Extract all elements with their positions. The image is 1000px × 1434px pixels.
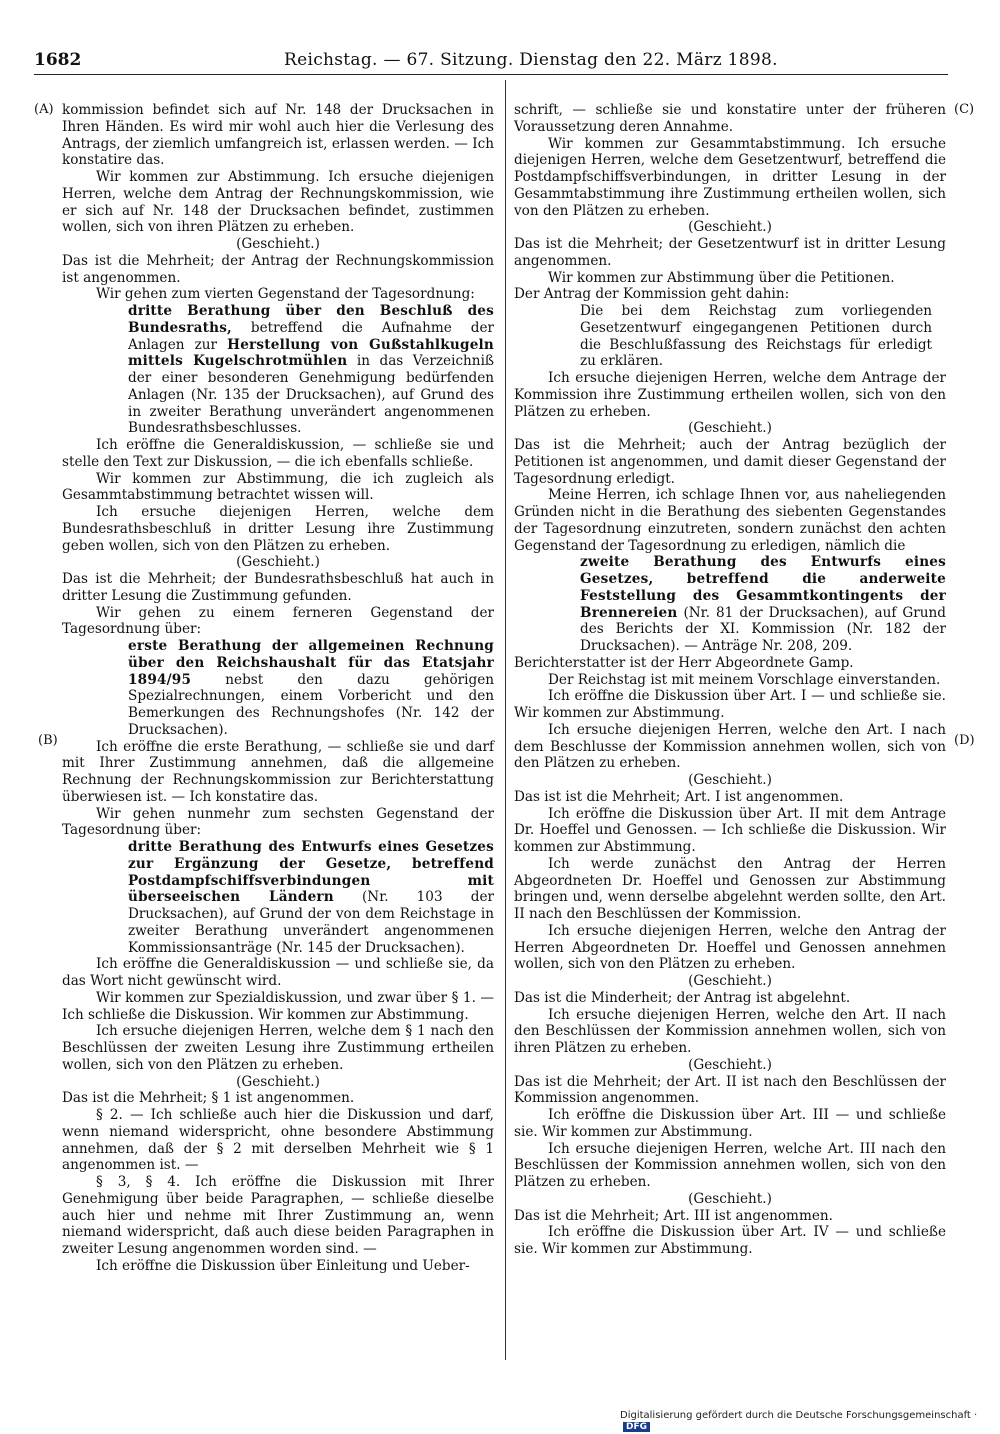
paragraph: Das ist die Mehrheit; Art. III ist angenommen. [514, 1207, 833, 1224]
margin-mark-b: (B) [38, 733, 58, 748]
digitization-credit [620, 1410, 1000, 1432]
paragraph: Das ist ist die Mehrheit; Art. I ist angenommen. [514, 788, 844, 805]
paragraph: Ich eröffne die Diskussion über Art. III — und schließe sie. Wir kommen zur Abstimmung. [514, 1107, 946, 1140]
margin-mark-a: (A) [34, 102, 54, 117]
paragraph: Ich eröffne die Diskussion über Art. II mit dem Antrage Dr. Hoeffel und Genossen. — Ich schließe die Diskussion. Wir kommen zur Abstimmung. [514, 805, 946, 855]
agenda-item-title: Herstellung von Gußstahlkugeln mittels Kugelschrotmühlen [128, 336, 494, 370]
column-divider [505, 80, 506, 1360]
stage-direction: (Geschieht.) [688, 1056, 772, 1073]
margin-mark-c: (C) [954, 102, 975, 117]
paragraph: Ich eröffne die Diskussion über Art. I — und schließe sie. Wir kommen zur Abstimmung. [514, 688, 946, 721]
agenda-item-text: nebst den dazu gehörigen Spezialrechnungen, einem Vorbericht und den Bemerkungen des Rechnungshofes (Nr. 142 der Drucksachen). [128, 671, 494, 738]
agenda-item-title: dritte Berathung über den Beschluß des Bundesraths, [128, 303, 494, 336]
running-title: Reichstag. — 67. Sitzung. Dienstag den 22. März 1898. [284, 50, 778, 70]
stage-direction: (Geschieht.) [688, 420, 772, 437]
paragraph: schrift, — schließe sie und konstatire unter der früheren Voraussetzung deren Annahme. [514, 102, 946, 135]
paragraph: Das ist die Mehrheit; § 1 ist angenommen. [62, 1090, 355, 1107]
paragraph: Ich eröffne die Generaldiskussion — und schließe sie, da das Wort nicht gewünscht wird. [62, 956, 494, 989]
agenda-item-title: zweite Berathung des Entwurfs eines Gesetzes, betreffend die anderweite Feststellung des Gesammtkontingents der Brennereien [580, 554, 946, 621]
agenda-item-text: betreffend die Aufnahme der Anlagen zur [128, 319, 494, 353]
agenda-item-text: (Nr. 103 der Drucksachen), auf Grund der von dem Reichstage in zweiter Berathung unverändert angenommenen Kommissionsanträge (Nr. 145 der Drucksachen). [128, 889, 494, 956]
stage-direction: (Geschieht.) [688, 1190, 772, 1207]
paragraph: Ich eröffne die erste Berathung, — schließe sie und darf mit Ihrer Zustimmung annehmen, daß die allgemeine Rechnung der Rechnungskommission zur Berichterstattung überwiesen ist. — Ich konstatire das. [62, 738, 494, 805]
agenda-item-title: dritte Berathung des Entwurfs eines Gesetzes zur Ergänzung der Gesetze, betreffend Postdampfschiffsverbindungen mit überseeischen Ländern [128, 839, 494, 906]
paragraph: Ich ersuche diejenigen Herren, welche den Antrag der Herren Abgeordneten Dr. Hoeffel und Genossen annehmen wollen, sich von den Plätzen zu erheben. [514, 922, 946, 973]
paragraph: Ich eröffne die Diskussion über Art. IV — und schließe sie. Wir kommen zur Abstimmung. [514, 1224, 946, 1257]
paragraph: Wir gehen zum vierten Gegenstand der Tagesordnung: [96, 286, 475, 303]
stage-direction: (Geschieht.) [688, 973, 772, 989]
paragraph: Wir kommen zur Gesammtabstimmung. Ich ersuche diejenigen Herren, welche dem Gesetzentwurf, betreffend die Postdampfschiffsverbindungen, in dritter Lesung in der Gesammtabstimmung ihre Zustimmung ertheilen wollen, sich von den Plätzen zu erheben. [514, 135, 946, 219]
right-column [514, 102, 946, 1258]
paragraph: Ich ersuche diejenigen Herren, welche den Art. I nach dem Beschlusse der Kommission annehmen wollen, sich von den Plätzen zu erheben. [514, 721, 946, 772]
paragraph: Wir kommen zur Abstimmung über die Petitionen. [548, 269, 895, 286]
paragraph: Das ist die Mehrheit; der Bundesrathsbeschluß hat auch in dritter Lesung die Zustimmung gefunden. [62, 571, 494, 604]
paragraph: Wir gehen zu einem ferneren Gegenstand der Tagesordnung über: [62, 604, 494, 638]
page-number: 1682 [34, 50, 82, 70]
page-header [34, 46, 948, 75]
stage-direction: (Geschieht.) [236, 236, 320, 252]
paragraph: Wir kommen zur Abstimmung, die ich zugleich als Gesammtabstimmung betrachtet wissen will. [62, 470, 494, 504]
paragraph: Berichterstatter ist der Herr Abgeordnete Gamp. [514, 654, 854, 671]
paragraph: Ich ersuche diejenigen Herren, welche dem Bundesrathsbeschluß in dritter Lesung ihre Zustimmung geben wollen, sich von den Plätzen zu erheben. [62, 504, 494, 554]
paragraph: Ich eröffne die Generaldiskussion, — schließe sie und stelle den Text zur Diskussion, — die ich ebenfalls schließe. [62, 437, 494, 470]
paragraph: § 3, § 4. Ich eröffne die Diskussion mit Ihrer Genehmigung über beide Paragraphen, — schließe dieselbe auch hier und nehme mit Ihrer Zustimmung an, wenn niemand widerspricht, daß auch diese beiden Paragraphen in zweiter Lesung angenommen worden sind. — [62, 1174, 494, 1257]
paragraph: kommission befindet sich auf Nr. 148 der Drucksachen in Ihren Händen. Es wird mir wohl auch hier die Verlesung des Antrags, der ziemlich umfangreich ist, erlassen werden. — Ich konstatire das. [62, 102, 494, 169]
paragraph: Das ist die Mehrheit; auch der Antrag bezüglich der Petitionen ist angenommen, und damit dieser Gegenstand der Tagesordnung erledigt. [514, 437, 946, 487]
stage-direction: (Geschieht.) [236, 554, 320, 571]
agenda-item-title: erste Berathung der allgemeinen Rechnung über den Reichshaushalt für das Etatsjahr 1894/95 [128, 638, 494, 688]
motion-text: Die bei dem Reichstag zum vorliegenden Gesetzentwurf eingegangenen Petitionen durch die Beschlußfassung des Reichstags für erledigt zu erklären. [580, 303, 932, 370]
paragraph: Das ist die Mehrheit; der Art. II ist nach den Beschlüssen der Kommission angenommen. [514, 1073, 946, 1107]
margin-mark-d: (D) [954, 733, 975, 748]
paragraph: Das ist die Mehrheit; der Antrag der Rechnungskommission ist angenommen. [62, 252, 494, 286]
paragraph: Ich ersuche diejenigen Herren, welche dem Antrage der Kommission ihre Zustimmung ertheilen wollen, sich von den Plätzen zu erheben. [514, 370, 946, 420]
paragraph: Der Antrag der Kommission geht dahin: [514, 286, 790, 303]
paragraph: Wir kommen zur Spezialdiskussion, und zwar über § 1. — Ich schließe die Diskussion. Wir kommen zur Abstimmung. [62, 989, 494, 1023]
paragraph: Ich werde zunächst den Antrag der Herren Abgeordneten Dr. Hoeffel und Genossen zur Abstimmung bringen und, wenn derselbe abgelehnt werden sollte, den Art. II nach den Beschlüssen der Kommission. [514, 855, 946, 922]
stage-direction: (Geschieht.) [236, 1073, 320, 1090]
paragraph: Ich ersuche diejenigen Herren, welche den Art. II nach den Beschlüssen der Kommission annehmen wollen, sich von ihren Plätzen zu erheben. [514, 1006, 946, 1056]
paragraph: Das ist die Mehrheit; der Gesetzentwurf ist in dritter Lesung angenommen. [514, 236, 946, 269]
dfg-logo: DFG [623, 1422, 650, 1432]
left-column [62, 102, 494, 1275]
paragraph: § 2. — Ich schließe auch hier die Diskussion und darf, wenn niemand widerspricht, ohne besondere Abstimmung annehmen, daß der § 2 mit derselben Mehrheit wie § 1 angenommen ist. — [62, 1107, 494, 1174]
agenda-item-text: (Nr. 81 der Drucksachen), auf Grund des Berichts der XI. Kommission (Nr. 182 der Drucksachen). — Anträge Nr. 208, 209. [580, 604, 946, 654]
paragraph: Ich ersuche diejenigen Herren, welche Art. III nach den Beschlüssen der Kommission annehmen wollen, sich von den Plätzen zu erheben. [514, 1140, 946, 1190]
paragraph: Meine Herren, ich schlage Ihnen vor, aus naheliegenden Gründen nicht in die Berathung des siebenten Gegenstandes der Tagesordnung einzutreten, sondern zunächst den achten Gegenstand der Tagesordnung zu erledigen, nämlich die [514, 487, 946, 554]
stage-direction: (Geschieht.) [688, 219, 772, 236]
paragraph: Wir gehen nunmehr zum sechsten Gegenstand der Tagesordnung über: [62, 805, 494, 839]
paragraph: Ich ersuche diejenigen Herren, welche dem § 1 nach den Beschlüssen der zweiten Lesung ihre Zustimmung ertheilen wollen, sich von den Plätzen zu erheben. [62, 1023, 494, 1073]
paragraph: Das ist die Minderheit; der Antrag ist abgelehnt. [514, 989, 851, 1006]
agenda-item-text: in das Verzeichniß der einer besonderen Genehmigung bedürfenden Anlagen (Nr. 135 der Drucksachen), auf Grund des in zweiter Berathung unverändert angenommenen Bundesrathsbeschlusses. [128, 353, 494, 437]
stage-direction: (Geschieht.) [688, 772, 772, 788]
paragraph: Der Reichstag ist mit meinem Vorschlage einverstanden. [548, 671, 941, 688]
paragraph: Ich eröffne die Diskussion über Einleitung und Ueber- [96, 1257, 470, 1274]
paragraph: Wir kommen zur Abstimmung. Ich ersuche diejenigen Herren, welche dem Antrag der Rechnungskommission, wie er sich auf Nr. 148 der Drucksachen befindet, zustimmen wollen, sich von ihren Plätzen zu erheben. [62, 169, 494, 236]
credit-text: Digitalisierung gefördert durch die Deutsche Forschungsgemeinschaft · [620, 1410, 978, 1421]
